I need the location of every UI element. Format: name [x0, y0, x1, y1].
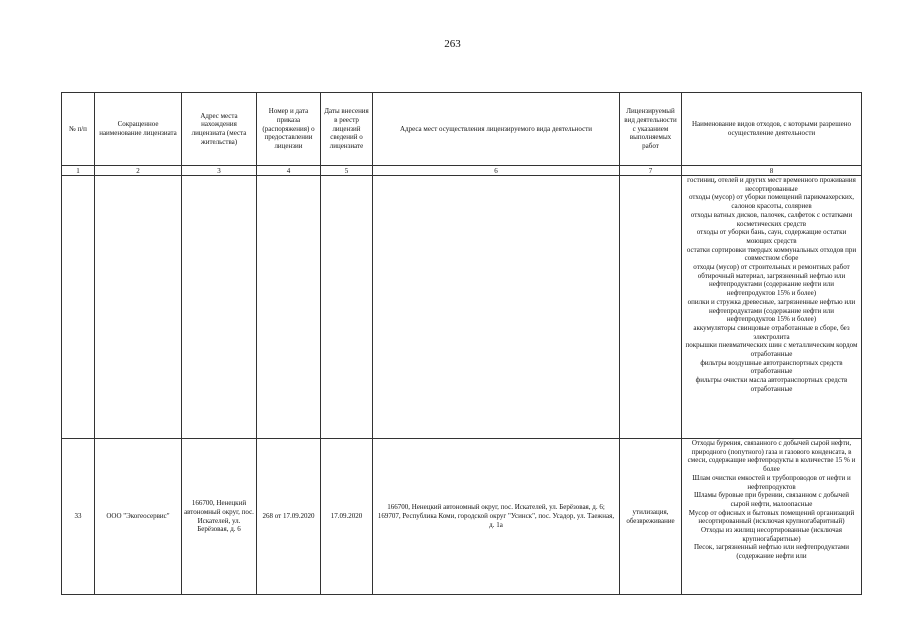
- column-number: 3: [182, 166, 257, 176]
- column-number: 7: [620, 166, 682, 176]
- header-places: Адреса мест осуществления лицензируемого вида деятельности: [373, 93, 620, 166]
- waste-item: отходы ватных дисков, палочек, салфеток с остатками косметических средств: [690, 210, 853, 228]
- column-number: 6: [373, 166, 620, 176]
- waste-item: отходы (мусор) от уборки помещений парикмахерских, салонов красоты, соляриев: [688, 193, 855, 211]
- table-row-33: [62, 439, 862, 595]
- licensee-name: ООО "Экогеосервис": [95, 439, 182, 595]
- license-register-table: [61, 92, 862, 595]
- column-number-row: [62, 166, 862, 176]
- empty-cell: [373, 176, 620, 439]
- waste-list-cell: [682, 176, 862, 439]
- waste-list-cell: [682, 439, 862, 595]
- waste-item: Шламы буровые при бурении, связанном с добычей сырой нефти, малоопасные: [693, 491, 850, 508]
- waste-item: Песок, загрязненный нефтью или нефтепродуктами (содержание нефти или: [693, 543, 850, 561]
- header-date: Даты внесения в реестр лицензий сведений о лицензиате: [321, 93, 373, 166]
- empty-cell: [321, 176, 373, 439]
- licensed-activity: утилизация, обезвреживание: [620, 439, 682, 595]
- waste-item: Отходы бурения, связанного с добычей сырой нефти, природного (попутного) газа и газового конденсата, в смеси, содержащие нефтепродукты в количестве 15 % и более: [687, 439, 856, 474]
- record-number: 33: [62, 439, 95, 595]
- order-number-date: 268 от 17.09.2020: [257, 439, 321, 595]
- registry-date: 17.09.2020: [321, 439, 373, 595]
- waste-item: Отходы из жилищ несортированные (исключая крупногабаритные): [701, 526, 842, 543]
- column-number: 1: [62, 166, 95, 176]
- table-row-continuation: [62, 176, 862, 439]
- header-waste: Наименование видов отходов, с которыми разрешено осуществление деятельности: [682, 93, 862, 166]
- waste-item: обтирочный материал, загрязненный нефтью или нефтепродуктами (содержание нефти или нефтепродуктов 15% и более): [697, 271, 846, 298]
- empty-cell: [620, 176, 682, 439]
- waste-item: остатки сортировки твердых коммунальных отходов при совместном сборе: [686, 245, 857, 263]
- waste-item: аккумуляторы свинцовые отработанные в сборе, без электролита: [693, 323, 850, 341]
- activity-places: 166700, Ненецкий автономный округ, пос. Искателей, ул. Берёзовая, д. 6; 169707, Республика Коми, городской округ "Усинск", пос. Усадор, ул. Таежная, д. 1а: [373, 439, 620, 595]
- header-address: Адрес места нахождения лицензиата (места жительства): [182, 93, 257, 166]
- waste-item: отходы от уборки бань, саун, содержащие остатки моющих средств: [696, 228, 847, 245]
- column-number: 8: [682, 166, 862, 176]
- waste-item: покрышки пневматических шин с металлическим кордом отработанные: [685, 341, 858, 359]
- page-number: 263: [444, 38, 461, 50]
- header-num: № п/п: [62, 93, 95, 166]
- column-number: 4: [257, 166, 321, 176]
- header-name: Сокращенное наименование лицензиата: [95, 93, 182, 166]
- column-number: 5: [321, 166, 373, 176]
- empty-cell: [95, 176, 182, 439]
- column-number: 2: [95, 166, 182, 176]
- waste-item: фильтры воздушные автотранспортных средств отработанные: [700, 358, 843, 376]
- waste-item: отходы (мусор) от строительных и ремонтных работ: [693, 263, 850, 272]
- empty-cell: [62, 176, 95, 439]
- waste-item: опилки и стружка древесные, загрязненные нефтью или нефтепродуктами (содержание нефти или нефтепродуктов 15% и более): [687, 297, 856, 324]
- header-row: [62, 93, 862, 166]
- waste-item: гостиниц, отелей и других мест временного проживания несортированные: [687, 176, 856, 193]
- waste-item: Мусор от офисных и бытовых помещений организаций несортированный (исключая крупногабаритный): [688, 508, 855, 526]
- header-order: Номер и дата приказа (распоряжения) о предоставлении лицензии: [257, 93, 321, 166]
- licensee-address: 166700, Ненецкий автономный округ, пос. Искателей, ул. Берёзовая, д. 6: [182, 439, 257, 595]
- waste-item: фильтры очистки масла автотранспортных средств отработанные: [695, 376, 848, 393]
- empty-cell: [182, 176, 257, 439]
- empty-cell: [257, 176, 321, 439]
- header-activity: Лицензируемый вид деятельности с указанием выполняемых работ: [620, 93, 682, 166]
- waste-item: Шлам очистки емкостей и трубопроводов от нефти и нефтепродуктов: [692, 473, 851, 491]
